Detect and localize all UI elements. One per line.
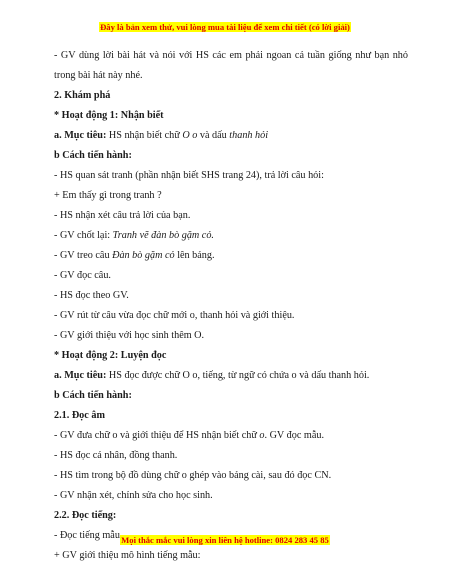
section-heading: 2. Khám phá <box>54 90 111 101</box>
list-item: - HS đọc cá nhân, đồng thanh. <box>54 450 178 461</box>
hotline-banner-text: Mọi thắc mắc vui lòng xin liên hệ hotline: 0824 283 45 85 <box>121 535 329 545</box>
objective-label: a. Mục tiêu: <box>54 370 107 381</box>
subsection-heading: 2.1. Đọc âm <box>54 410 105 421</box>
list-item: - HS nhận xét câu trả lời của bạn. <box>54 210 191 221</box>
text-run: HS nhận biết chữ <box>106 130 183 141</box>
list-item: - GV rút từ câu vừa đọc chữ mới o, thanh hỏi và giới thiệu. <box>54 310 295 321</box>
list-item <box>54 426 408 446</box>
text-run: . GV đọc mẫu. <box>264 430 324 441</box>
list-item: - HS đọc theo GV. <box>54 290 129 301</box>
list-item: - HS quan sát tranh (phần nhận biết SHS trang 24), trả lời câu hỏi: <box>54 170 324 181</box>
list-item: - GV nhận xét, chỉnh sửa cho học sinh. <box>54 490 213 501</box>
text-run: o <box>259 430 265 441</box>
list-item: - Đọc tiếng mẫu <box>54 530 120 541</box>
subsection-heading: 2.2. Đọc tiếng: <box>54 510 117 521</box>
text-run: O o <box>182 130 198 141</box>
activity-heading: * Hoạt động 1: Nhận biết <box>54 110 164 121</box>
paragraph: - GV dùng lời bài hát và nói với HS các em phải ngoan cả tuần giống như bạn nhỏ trong bài hát này nhé. <box>54 50 408 81</box>
objective-line <box>54 366 408 386</box>
list-item <box>54 226 408 246</box>
text-run: lên bảng. <box>174 250 215 261</box>
procedure-heading: b Cách tiến hành: <box>54 150 132 161</box>
text-run: Tranh vẽ đàn bò gặm cỏ. <box>112 230 214 241</box>
list-item: - GV đọc câu. <box>54 270 111 281</box>
list-item <box>54 246 408 266</box>
text-run: - GV đưa chữ o và giới thiệu để HS nhận biết chữ <box>54 430 260 441</box>
list-item: - GV giới thiệu với học sinh thêm O. <box>54 330 205 341</box>
hotline-banner <box>0 535 450 545</box>
document-body <box>54 46 408 566</box>
list-item: + GV giới thiệu mô hình tiếng mẫu: <box>54 550 201 561</box>
list-item: - HS tìm trong bộ đồ dùng chữ o ghép vào bảng cài, sau đó đọc CN. <box>54 470 332 481</box>
text-run: HS đọc được chữ O o, tiếng, từ ngữ có chứa o và dấu thanh hỏi. <box>106 370 370 381</box>
text-run: và dấu <box>197 130 230 141</box>
preview-banner-text: Đây là bản xem thử, vui lòng mua tài liệu để xem chi tiết (có lời giải) <box>100 22 350 32</box>
objective-label: a. Mục tiêu: <box>54 130 107 141</box>
text-run: - GV treo câu <box>54 250 113 261</box>
text-run: Đàn bò gặm cỏ <box>112 250 175 261</box>
list-item: + Em thấy gì trong tranh ? <box>54 190 162 201</box>
text-run: thanh hỏi <box>229 130 269 141</box>
preview-banner <box>0 22 450 32</box>
objective-line <box>54 126 408 146</box>
activity-heading: * Hoạt động 2: Luyện đọc <box>54 350 167 361</box>
procedure-heading: b Cách tiến hành: <box>54 390 132 401</box>
text-run: - GV chốt lại: <box>54 230 113 241</box>
